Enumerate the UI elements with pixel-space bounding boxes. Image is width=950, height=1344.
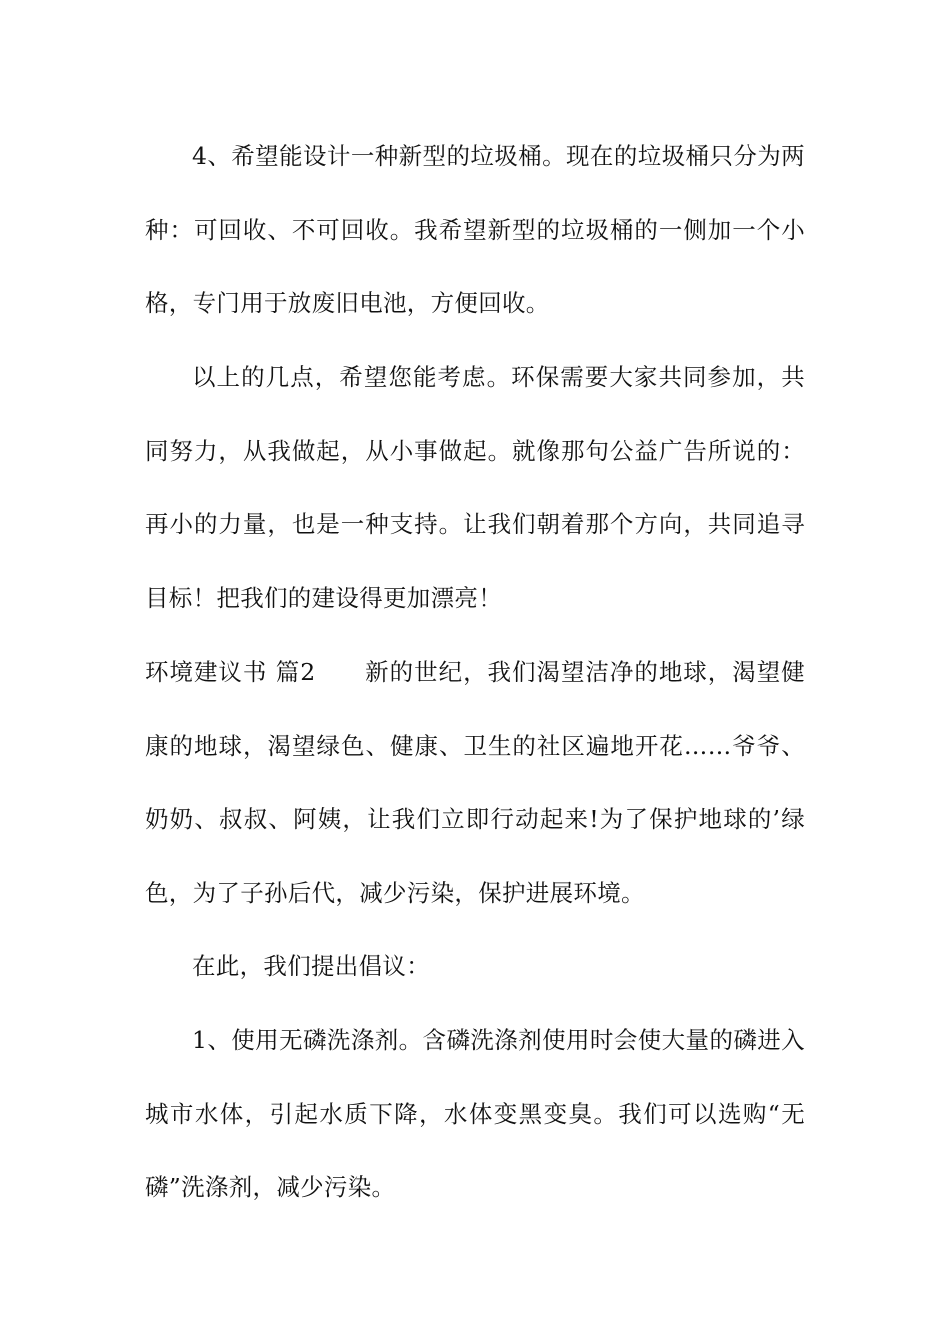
paragraph-consideration: 以上的几点，希望您能考虑。环保需要大家共同参加，共同努力，从我做起，从小事做起。就像那句公益广告所说的：再小的力量，也是一种支持。让我们朝着那个方向，共同追寻目标！把我们的建设得更加漂亮！ [145,363,805,612]
paragraph-phosphate-free-detergent: 1、使用无磷洗涤剂。含磷洗涤剂使用时会使大量的磷进入城市水体，引起水质下降，水体变黑变臭。我们可以选购“无磷”洗涤剂，减少污染。 [145,1026,805,1201]
section-heading: 环境建议书 篇2 [145,658,316,686]
paragraph-trash-bin-proposal: 4、希望能设计一种新型的垃圾桶。现在的垃圾桶只分为两种：可回收、不可回收。我希望新型的垃圾桶的一侧加一个小格，专门用于放废旧电池，方便回收。 [145,142,805,317]
paragraph-proposal-intro: 在此，我们提出倡议： [192,952,430,980]
section2-paragraph [145,636,805,930]
section2-text: 新的世纪，我们渴望洁净的地球，渴望健康的地球，渴望绿色、健康、卫生的社区遍地开花……爷爷、奶奶、叔叔、阿姨，让我们立即行动起来!为了保护地球的’绿色，为了子孙后代，减少污染，保护进展环境。 [145,658,805,907]
